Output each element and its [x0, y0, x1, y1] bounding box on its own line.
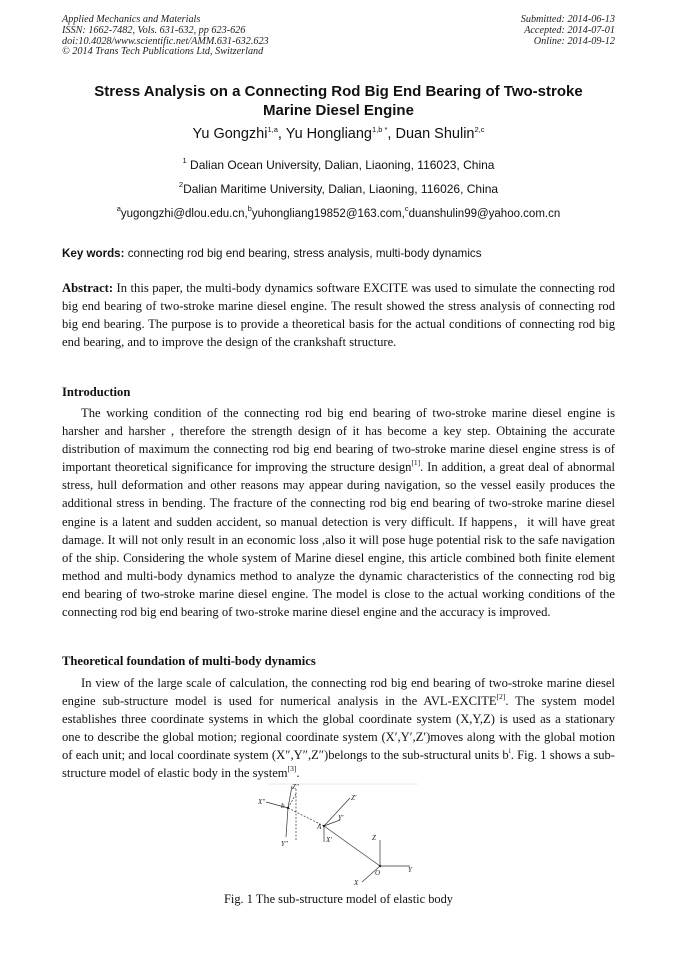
author-sup: 1,a [267, 125, 278, 134]
position-vector-line [324, 826, 380, 866]
journal-copyright: © 2014 Trans Tech Publications Ltd, Switzerland [62, 46, 264, 58]
intro-text-2: . In addition, a great deal of abnormal stress, hull deformation and other reasons may appear during navigation, so the vessel easily produces the additional stress in bending. The fracture of the connecting rod big end bearing of two-stroke marine diesel engine is a latent and sudden accident, so manual detection is very difficult. If happens，it will have great damage. It will not only result in an economic loss ,also it will pose huge potential risk to the safe navigation of the ship. Considering the whole system of Marine diesel engine, this article combined both finite element method and multi-body dynamics method to analyze the dynamic characteristics of the connecting rod big end bearing of two-stroke marine diesel engine. The model is close to the actual working conditions of the connecting rod big end bearing of two-stroke marine diesel engine and the accuracy is improved. [62, 460, 615, 620]
figure-caption: Fig. 1 The sub-structure model of elastic body [224, 892, 453, 906]
email-c: duanshulin99@yahoo.com.cn [408, 208, 561, 220]
paper-title [62, 82, 615, 120]
abstract-text: In this paper, the multi-body dynamics software EXCITE was used to simulate the connecting rod big end bearing of two-stroke marine diesel engine. The result showed the stress analysis of connecting rod big end bearing. The purpose is to provide a theoretical basis for the actual conditions of connecting rod big end bearing, and to improve the design of the crankshaft structure. [62, 281, 615, 350]
intro-text-1: The working condition of the connecting rod big end bearing of two-stroke marine diesel engine is harsher and harsher , therefore the strength design of it has become a key step. Obtaining the accurate distribution of maximum the connecting rod big end bearing of two-stroke marine diesel engine stress is of important theoretical significance for improving the structure design [62, 406, 615, 475]
author-sup: 2,c [474, 125, 485, 134]
author-list [62, 125, 615, 143]
label-bi: b [281, 802, 285, 810]
affiliation-2 [62, 182, 615, 197]
label-x: X [354, 879, 359, 887]
label-zp: Z′ [351, 794, 357, 802]
label-xpp: X″ [258, 798, 266, 806]
citation-ref[interactable]: [2] [496, 692, 506, 702]
theory-paragraph [62, 674, 615, 783]
journal-issn: ISSN: 1662-7482, Vols. 631-632, pp 623-626 [62, 24, 246, 36]
online-date: Online: 2014-09-12 [533, 35, 615, 47]
theory-text-3: . Fig. 1 shows a sub-structure model of elastic body in the system [62, 748, 616, 781]
affiliation-text: Dalian Maritime University, Dalian, Liaoning, 116026, China [183, 182, 499, 196]
section-heading-introduction: Introduction [62, 385, 131, 399]
label-y: Y [408, 866, 412, 874]
label-zpp: Z″ [292, 783, 299, 791]
label-a: A [317, 823, 322, 831]
affiliation-sup: 1 [182, 156, 187, 165]
email-b: yuhongliang19852@163.com, [251, 208, 405, 220]
citation-ref[interactable]: [3] [287, 764, 297, 774]
author-name: Duan Shulin [395, 126, 475, 142]
affiliation-text: Dalian Ocean University, Dalian, Liaoning, 116023, China [186, 158, 495, 172]
label-yp: Y′ [338, 814, 344, 822]
xpp-axis [266, 802, 288, 808]
substructure-figure [248, 782, 428, 890]
email-sup: a [116, 204, 121, 213]
journal-name: Applied Mechanics and Materials [62, 14, 201, 25]
abstract [62, 279, 615, 351]
dates-header [521, 15, 615, 47]
author-sep: , [277, 126, 286, 142]
bi-point-marker [287, 807, 289, 809]
accepted-date: Accepted: 2014-07-01 [524, 24, 615, 36]
author-emails [62, 204, 615, 222]
label-ypp: Y″ [281, 840, 288, 848]
keywords [62, 246, 615, 261]
ypp-axis [286, 808, 288, 837]
journal-doi: doi:10.4028/www.scientific.net/AMM.631-632.623 [62, 35, 269, 47]
zp-axis [324, 798, 350, 826]
affiliation-1 [62, 158, 615, 173]
citation-ref[interactable]: [1] [411, 458, 421, 468]
author-name: Yu Gongzhi [192, 126, 268, 142]
o-point-marker [379, 865, 381, 867]
journal-header [62, 15, 269, 58]
email-a: yugongzhi@dlou.edu.cn, [120, 208, 248, 220]
email-sup: b [247, 204, 252, 213]
label-o: O [375, 869, 381, 877]
author-sup: 1,b * [371, 125, 388, 134]
keywords-text: connecting rod big end bearing, stress analysis, multi-body dynamics [124, 247, 482, 260]
label-xp: X′ [326, 836, 332, 844]
section-heading-theory: Theoretical foundation of multi-body dynamics [62, 654, 316, 668]
affiliation-sup: 2 [178, 180, 184, 189]
title-line-1: Stress Analysis on a Connecting Rod Big End Bearing of Two-stroke [94, 83, 583, 100]
author-sep: , [387, 126, 396, 142]
author-name: Yu Hongliang [285, 126, 372, 142]
keywords-label: Key words: [62, 247, 125, 260]
email-sup: c [404, 204, 409, 213]
submitted-date: Submitted: 2014-06-13 [520, 14, 615, 25]
title-line-2: Marine Diesel Engine [263, 102, 414, 119]
theory-text-2: . The system model establishes three coordinate systems in which the global coordinate system (X,Y,Z) is used as a stationary one to describe the global motion; regional coordinate system (X′,Y′,Z′)moves along with the global motion of each unit; and local coordinate system (X″,Y″,Z″)belongs to the sub-structural units b [62, 694, 615, 763]
introduction-paragraph [62, 404, 615, 621]
abstract-label: Abstract: [62, 281, 114, 295]
label-z: Z [372, 834, 376, 842]
a-point-marker [323, 825, 325, 827]
theory-text-1: In view of the large scale of calculation, the connecting rod big end bearing of two-stroke marine diesel engine sub-structure model is used for numerical analysis in the AVL-EXCITE [62, 676, 615, 709]
subscript-i: i [508, 746, 511, 756]
theory-text-4: . [296, 766, 300, 781]
